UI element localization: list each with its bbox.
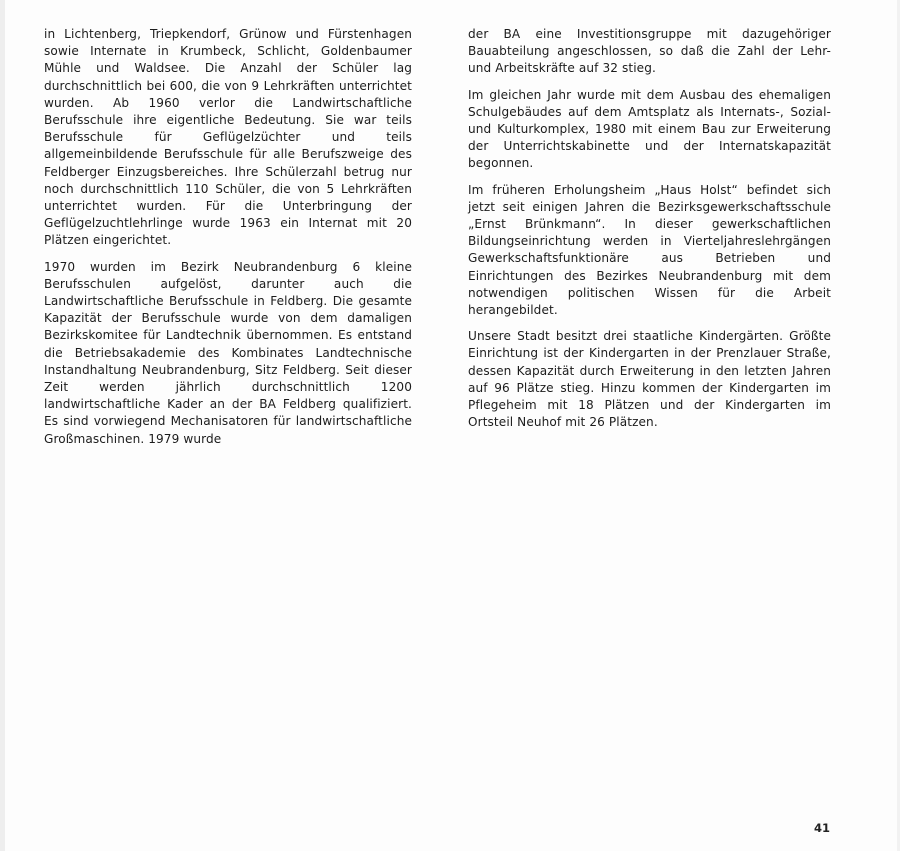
left-paragraph-2: 1970 wurden im Bezirk Neubrandenburg 6 kleine Berufsschulen aufgelöst, darunter auch die Landwirtschaftliche Berufsschule in Feldberg. Die gesamte Kapazität der Berufsschule wurde von dem damaligen Bezirkskomitee für Landtechnik übernommen. Es entstand die Betriebsakademie des Kombinates Landtechnische Instandhaltung Neubrandenburg, Sitz Feldberg. Seit dieser Zeit werden jährlich durchschnittlich 1200 landwirtschaftliche Kader an der BA Feldberg qualifiziert. Es sind vorwiegend Mechanisatoren für landwirtschaftliche Großmaschinen. 1979 wurde (44, 259, 412, 446)
right-paragraph-1: der BA eine Investitionsgruppe mit dazugehöriger Bauabteilung angeschlossen, so daß die Zahl der Lehr- und Arbeitskräfte auf 32 stieg. (468, 27, 831, 76)
right-paragraph-2: Im gleichen Jahr wurde mit dem Ausbau des ehemaligen Schulgebäudes auf dem Amtsplatz als Internats-, Sozial- und Kulturkomplex, 1980 mit einem Bau zur Erweiterung der Unterrichtskabinette und der Internatskapazität begonnen. (468, 87, 831, 171)
page-edge-left (0, 0, 5, 851)
right-paragraph-4: Unsere Stadt besitzt drei staatliche Kindergärten. Größte Einrichtung ist der Kindergarten in der Prenzlauer Straße, dessen Kapazität durch Erweiterung in den letzten Jahren auf 96 Plätze stieg. Hinzu kommen der Kindergarten im Pflegeheim mit 18 Plätzen und der Kindergarten im Ortsteil Neuhof mit 26 Plätzen. (468, 329, 831, 430)
right-text-column (468, 26, 831, 440)
right-paragraph-3: Im früheren Erholungsheim „Haus Holst“ befindet sich jetzt seit einigen Jahren die Bezirksgewerkschaftsschule „Ernst Brünkmann“. In dieser gewerkschaftlichen Bildungseinrichtung werden in Vierteljahreslehrgängen Gewerkschaftsfunktionäre aus Betrieben und Einrichtungen des Bezirkes Neubrandenburg mit dem notwendigen politischen Wissen für die Arbeit herangebildet. (468, 182, 831, 318)
page-number: 41 (814, 821, 831, 835)
left-paragraph-1: in Lichtenberg, Triepkendorf, Grünow und Fürstenhagen sowie Internate in Krumbeck, Schlicht, Goldenbaumer Mühle und Waldsee. Die Anzahl der Schüler lag durchschnittlich bei 600, die von 9 Lehrkräften unterrichtet wurden. Ab 1960 verlor die Landwirtschaftliche Berufsschule ihre eigentliche Bedeutung. Sie war teils Berufsschule für Geflügelzüchter und teils allgemeinbildende Berufsschule für alle Berufszweige des Feldberger Einzugsbereiches. Ihre Schülerzahl betrug nur noch durchschnittlich 110 Schüler, die von 5 Lehrkräften unterrichtet wurden. Für die Unterbringung der Geflügelzuchtlehrlinge wurde 1963 ein Internat mit 20 Plätzen eingerichtet. (44, 27, 412, 248)
left-text-column (44, 26, 412, 457)
